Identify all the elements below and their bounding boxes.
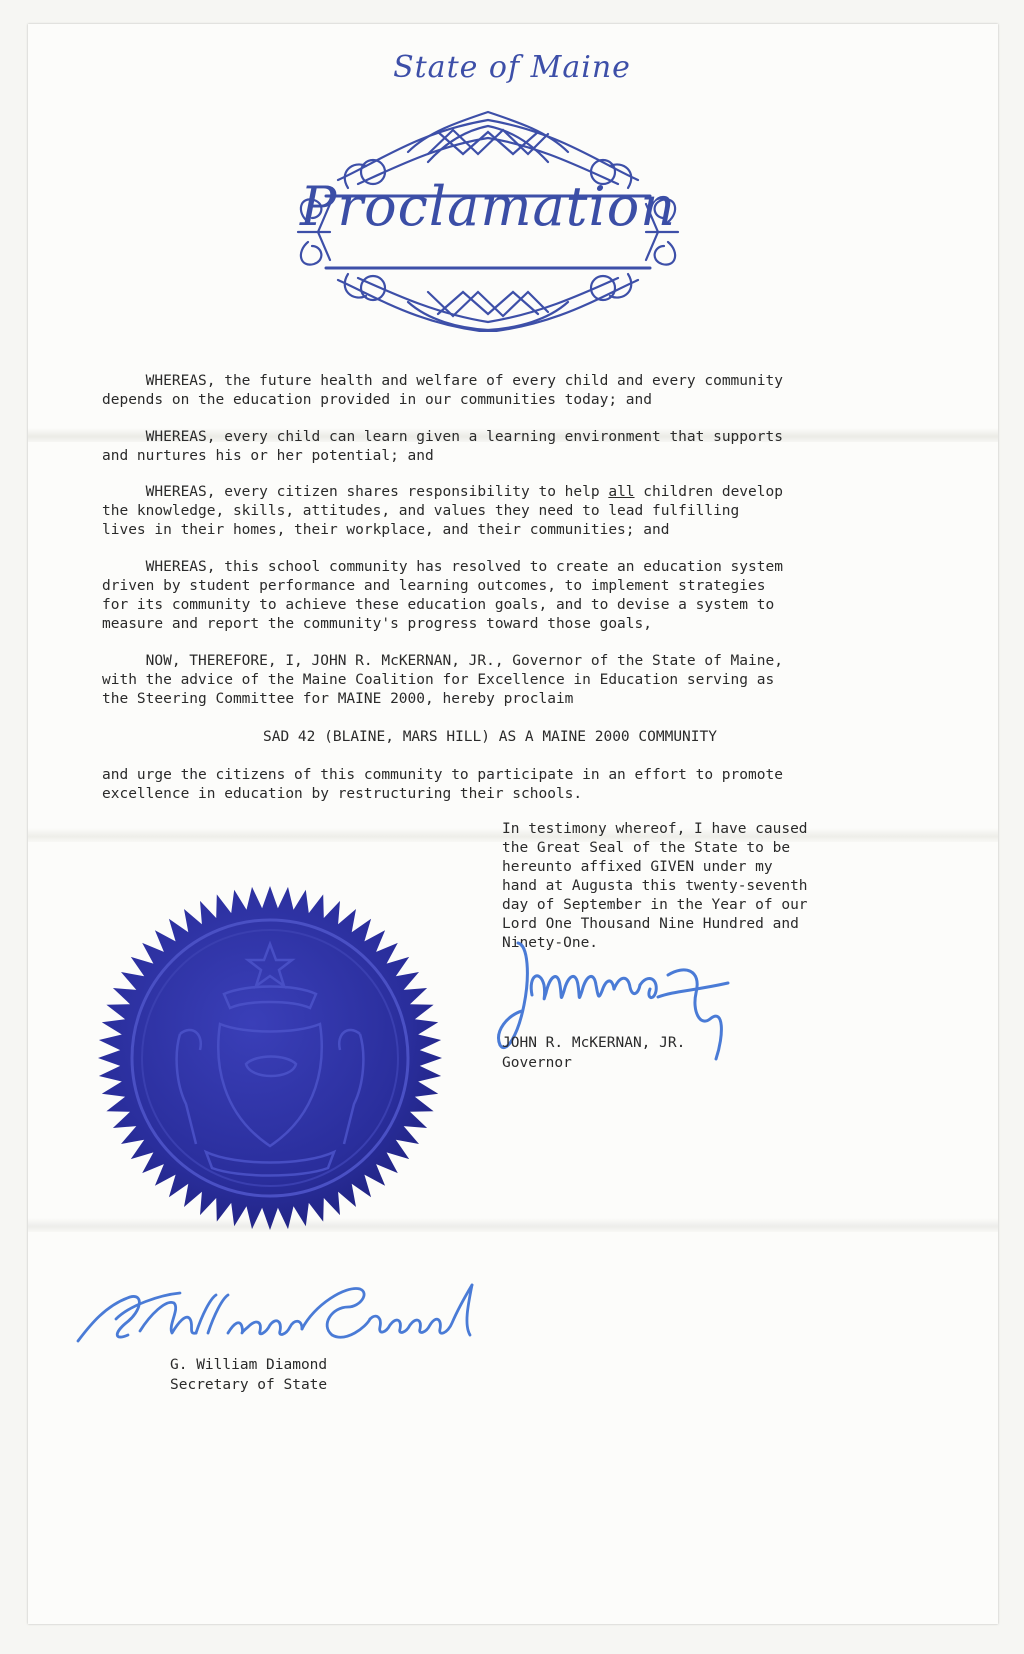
great-seal-of-maine <box>96 884 444 1232</box>
secretary-signature <box>70 1275 510 1355</box>
secretary-name: G. William Diamond <box>170 1357 328 1373</box>
whereas-paragraph-2: WHEREAS, every child can learn given a learning environment that supports and nurtures his or her potential; and <box>102 429 783 464</box>
now-therefore-paragraph: NOW, THEREFORE, I, JOHN R. McKERNAN, JR., Governor of the State of Maine, with the advice of the Maine Coalition for Excellence in Education serving as the Steering Committee for MAINE 2000, hereby proclaim <box>102 653 783 707</box>
testimony-paragraph: In testimony whereof, I have caused the Great Seal of the State to be hereunto affixed GIVEN under my hand at Augusta this twenty-seventh day of September in the Year of our Lord One Thousand Nine Hundred and Ninety-One. <box>502 821 808 951</box>
underlined-word-all: all <box>608 484 635 500</box>
proclamation-title: Proclamation <box>299 175 677 238</box>
governor-name: JOHN R. McKERNAN, JR. <box>502 1035 686 1051</box>
whereas-paragraph-4: WHEREAS, this school community has resolved to create an education system driven by student performance and learning outcomes, to implement strategies for its community to achieve these education goals, and to devise a system to measure and report the community's progress toward those goals, <box>102 559 783 632</box>
whereas-paragraph-3-start: WHEREAS, every citizen shares responsibility to help <box>102 484 609 500</box>
proclaimed-community: SAD 42 (BLAINE, MARS HILL) AS A MAINE 2000 COMMUNITY <box>263 729 717 745</box>
whereas-paragraph-3-end: children develop the knowledge, skills, attitudes, and values they need to lead fulfilling lives in their homes, their workplace, and their communities; and <box>102 484 783 538</box>
closing-paragraph: and urge the citizens of this community to participate in an effort to promote excellence in education by restructuring their schools. <box>102 767 783 802</box>
secretary-title: Secretary of State <box>170 1377 328 1393</box>
whereas-paragraph-3 <box>102 483 882 540</box>
whereas-paragraph-1: WHEREAS, the future health and welfare of every child and every community depends on the education provided in our communities today; and <box>102 373 783 408</box>
governor-title: Governor <box>502 1055 572 1071</box>
secretary-signature-block <box>170 1355 327 1395</box>
header-state-of-maine: State of Maine <box>393 50 631 85</box>
governor-signature-block <box>502 1033 685 1073</box>
